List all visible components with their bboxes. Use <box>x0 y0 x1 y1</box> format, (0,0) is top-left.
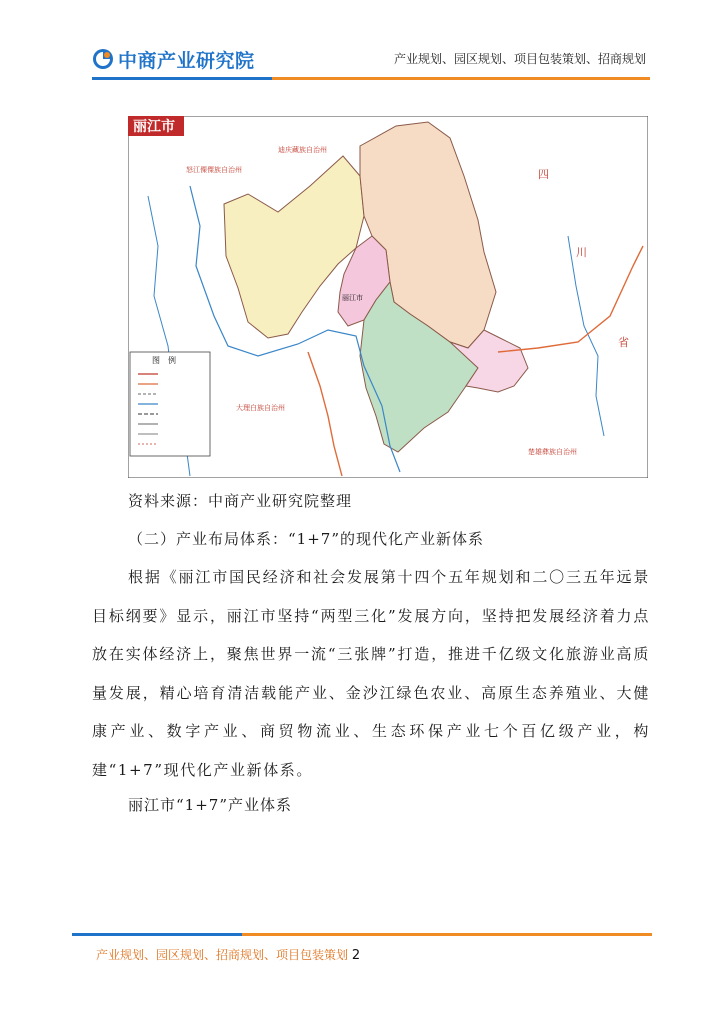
map-label-sichuan-3: 省 <box>618 336 629 349</box>
body-paragraph: 根据《丽江市国民经济和社会发展第十四个五年规划和二〇三五年远景目标纲要》显示，丽江市坚持“两型三化”发展方向，坚持把发展经济着力点放在实体经济上，聚焦世界一流“三张牌”打造，推进千亿级文化旅游业高质量发展，精心培育清洁载能产业、金沙江绿色农业、高原生态养殖业、大健康产业、数字产业、商贸物流业、生态环保产业七个百亿级产业，构建“1+7”现代化产业新体系。 <box>92 568 650 779</box>
header-divider-blue <box>92 77 272 80</box>
lijiang-map <box>128 116 648 478</box>
logo-icon <box>92 48 114 70</box>
company-logo <box>92 44 255 74</box>
map-label-nujiang: 怒江傈僳族自治州 <box>186 166 242 174</box>
footer-divider-blue <box>72 933 242 936</box>
page-number: 2 <box>351 948 361 963</box>
logo-text: 中商产业研究院 <box>118 49 255 72</box>
footer-divider-orange <box>242 933 652 936</box>
map-legend-title: 图 例 <box>152 356 176 365</box>
map-label-lijiang: 丽江市 <box>342 294 363 302</box>
figure-label: 丽江市“1+7”产业体系 <box>128 796 292 814</box>
footer-text: 产业规划、园区规划、招商规划、项目包装策划 <box>96 948 349 962</box>
header-tagline: 产业规划、园区规划、项目包装策划、招商规划 <box>393 52 646 66</box>
map-label-diqing: 迪庆藏族自治州 <box>278 146 327 154</box>
section-heading: （二）产业布局体系：“1+7”的现代化产业新体系 <box>128 530 484 548</box>
map-title: 丽江市 <box>133 119 175 135</box>
footer <box>96 946 360 963</box>
map-label-sichuan-2: 川 <box>576 246 587 259</box>
header-divider-orange <box>272 77 650 80</box>
map-label-chuxiong: 楚雄彝族自治州 <box>528 448 577 456</box>
map-label-sichuan-1: 四 <box>538 168 549 181</box>
figure-caption: 资料来源：中商产业研究院整理 <box>128 492 353 510</box>
map-label-dali: 大理白族自治州 <box>236 404 285 412</box>
